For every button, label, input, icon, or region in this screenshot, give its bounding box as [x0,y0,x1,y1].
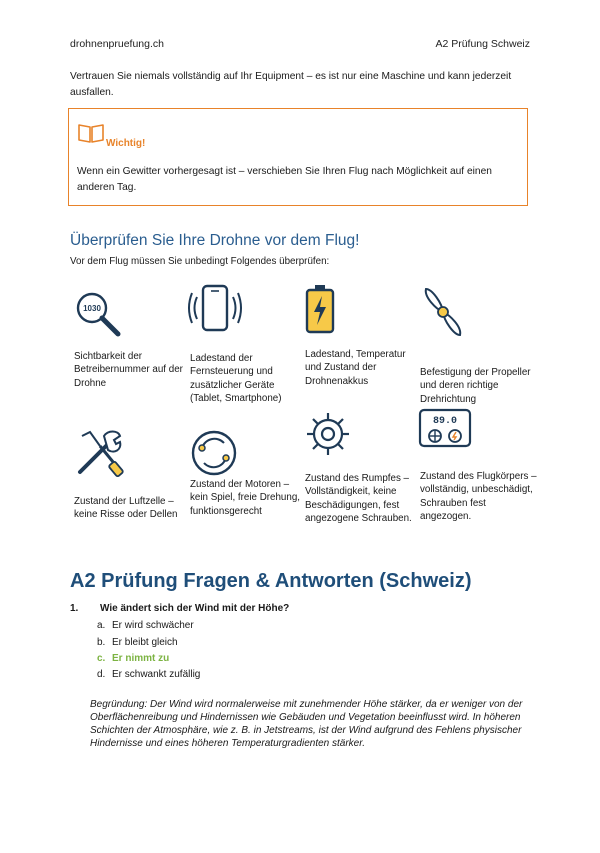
answer-a [97,620,194,631]
answer-d [97,669,200,680]
propeller-icon [418,285,468,344]
check-item-fuselage: Zustand des Rumpfes – Vollständigkeit, keine Beschädigungen, fest angezogene Schrauben. [305,473,412,525]
magnifier-label: 1030 [83,304,101,313]
check-item-remote-battery: Ladestand der Fernsteuerung und zusätzlicher Geräte (Tablet, Smartphone) [190,353,282,405]
display-readout: 89.0 [432,416,458,427]
check-item-drone-battery: Ladestand, Temperatur und Zustand der Drohnenakkus [305,349,406,387]
question-number: 1. [70,603,79,614]
answer-text: Er wird schwächer [112,620,194,631]
answer-text: Er nimmt zu [112,653,170,664]
check-item-airframe: Zustand der Luftzelle – keine Risse oder Dellen [74,496,178,521]
checklist-lead: Vor dem Flug müssen Sie unbedingt Folgendes überprüfen: [70,256,330,267]
tools-icon [74,428,128,483]
check-item-aircraft-body: Zustand des Flugkörpers – vollständig, unbeschädigt, Schrauben fest angezogen. [420,471,537,523]
intro-text: Vertrauen Sie niemals vollständig auf Ihr Equipment – es ist nur eine Maschine und kann jederzeit ausfallen. [70,71,512,98]
answer-letter: b. [97,637,106,648]
site-name: drohnenpruefung.ch [70,38,164,50]
answer-letter: c. [97,653,106,664]
checklist-heading: Überprüfen Sie Ihre Drohne vor dem Flug! [70,232,360,249]
question-text: Wie ändert sich der Wind mit der Höhe? [100,603,290,614]
check-item-propellers: Befestigung der Propeller und deren richtige Drehrichtung [420,367,531,405]
callout-title: Wichtig! [106,138,146,149]
quiz-heading: A2 Prüfung Fragen & Antworten (Schweiz) [70,570,472,592]
check-item-operator-number: Sichtbarkeit der Betreibernummer auf der Drohne [74,351,183,389]
book-icon [77,122,105,149]
battery-icon [304,283,336,340]
magnifier-icon [74,290,124,345]
callout-body: Wenn ein Gewitter vorhergesagt ist – verschieben Sie Ihren Flug nach Möglichkeit auf einen anderen Tag. [77,166,492,193]
gear-icon [304,410,352,463]
answer-reasoning: Begründung: Der Wind wird normalerweise mit zunehmender Höhe stärker, da er weniger von der Oberflächenreibung und Hindernissen wie Gebäuden und Vegetation beeinflusst wird. In höheren Schichten der Atmosphäre, wie z. B. in Jetstreams, ist der Wind aufgrund des Fehlens physischer Hindernisse und eines höheren Temperaturgradienten stärker. [90,699,523,749]
answer-letter: d. [97,669,106,680]
question [70,603,289,614]
document-title: A2 Prüfung Schweiz [435,38,530,50]
important-callout [68,108,528,206]
answer-letter: a. [97,620,106,631]
answer-text: Er bleibt gleich [112,637,178,648]
smartphone-icon [188,283,242,340]
answer-c-correct [97,653,169,664]
answer-b [97,637,178,648]
check-item-motors: Zustand der Motoren – kein Spiel, freie Drehung, funktionsgerecht [190,479,301,517]
motor-icon [188,428,240,483]
answer-text: Er schwankt zufällig [112,669,201,680]
control-panel-icon [418,408,472,453]
